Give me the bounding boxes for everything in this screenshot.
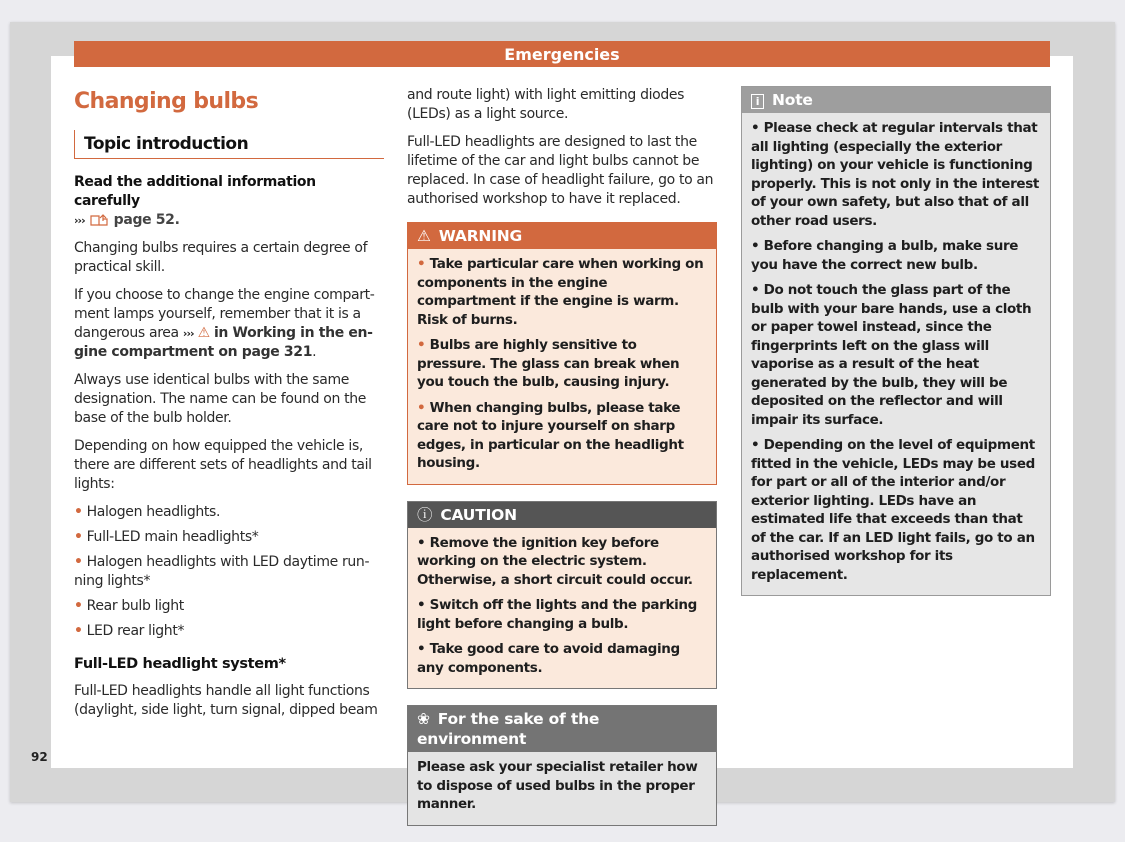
section-header-bar: Emergencies (74, 41, 1050, 67)
bullet-icon: • (751, 437, 764, 453)
bullet-icon: • (74, 598, 83, 614)
warning-item: • Take particular care when working on components in the engine compartment if the engine is warm. Risk of burns. (417, 256, 704, 328)
list-item: • Halogen headlights. (74, 504, 221, 520)
caution-header: ⓘ CAUTION (408, 502, 716, 528)
warning-body (408, 249, 716, 484)
engine-compartment-link[interactable]: in Working in the engine compartment on page 321 (74, 325, 373, 360)
note-header: i Note (742, 87, 1050, 113)
bullet-icon: • (417, 534, 430, 551)
warning-box (407, 222, 717, 485)
page-number: 92 (31, 750, 48, 764)
caution-body (408, 528, 716, 689)
bullet-icon: • (751, 238, 764, 254)
note-item: • Please check at regular intervals that all lighting (especially the exterior lighting) on your vehicle is functioning properly. This is not only in the interest of your own safety, but also that of all other road users. (751, 120, 1039, 229)
read-more-note (74, 173, 384, 230)
chevrons-icon: ››› (74, 214, 85, 227)
bullet-icon: • (417, 597, 430, 613)
bullet-icon: • (751, 120, 764, 136)
paragraph-headlight-sets: Depending on how equipped the vehicle is, there are different sets of headlights and tail lights: (74, 438, 372, 492)
warning-triangle-icon: ⚠ (197, 325, 210, 341)
topic-introduction-heading: Topic introduction (74, 130, 384, 159)
paragraph-led-continued: and route light) with light emitting diodes (LEDs) as a light source. (407, 87, 685, 122)
column-3 (741, 86, 1051, 612)
bullet-icon: • (74, 504, 83, 520)
bullet-icon: • (417, 641, 430, 657)
page-52-link[interactable]: page 52. (113, 212, 180, 228)
chevrons-icon: ››› (182, 327, 194, 340)
warning-item: • When changing bulbs, please take care not to injure yourself on sharp edges, in particular on the headlight housing. (417, 399, 684, 471)
book-icon (89, 212, 109, 226)
list-item: • Rear bulb light (74, 598, 184, 614)
read-more-text: Read the additional information carefully (74, 174, 316, 209)
column-2 (407, 86, 717, 842)
flower-icon: ❀ (417, 710, 430, 728)
caution-box (407, 501, 717, 690)
warning-header: ⚠ WARNING (408, 223, 716, 249)
paragraph-identical-bulbs: Always use identical bulbs with the same designation. The name can be found on the base of the bulb holder. (74, 372, 367, 426)
warning-triangle-icon: ⚠ (417, 227, 431, 245)
paragraph-full-led: Full-LED headlights handle all light functions (daylight, side light, turn signal, dipped beam (74, 683, 378, 718)
column-1 (74, 86, 384, 729)
bullet-icon: • (417, 337, 430, 353)
environment-box (407, 705, 717, 826)
note-box (741, 86, 1051, 596)
environment-text: Please ask your specialist retailer how to dispose of used bulbs in the proper manner. (417, 759, 698, 812)
full-led-heading: Full-LED headlight system* (74, 656, 286, 672)
bullet-icon: • (74, 529, 83, 545)
page-title: Changing bulbs (74, 89, 259, 114)
list-item: • Halogen headlights with LED daytime running lights* (74, 554, 370, 589)
caution-item: • Remove the ignition key before working on the electric system. Otherwise, a short circuit could occur. (417, 534, 693, 588)
info-icon: i (751, 94, 764, 109)
note-body (742, 113, 1050, 595)
environment-body (408, 752, 716, 825)
paragraph-skill: Changing bulbs requires a certain degree of practical skill. (74, 240, 368, 275)
paragraph-led-lifetime: Full-LED headlights are designed to last the lifetime of the car and light bulbs cannot be replaced. In case of headlight failure, go to an authorised workshop to have it replaced. (407, 134, 714, 207)
headlight-types-list (74, 503, 384, 641)
environment-header: ❀ For the sake of the environment (408, 706, 716, 752)
bullet-icon: • (417, 399, 430, 416)
caution-item: • Take good care to avoid damaging any components. (417, 641, 680, 676)
warning-item: • Bulbs are highly sensitive to pressure. The glass can break when you touch the bulb, causing injury. (417, 337, 680, 390)
bullet-icon: • (417, 256, 430, 272)
list-item: • Full-LED main headlights* (74, 529, 259, 545)
caution-circle-icon: ⓘ (417, 505, 433, 524)
caution-item: • Switch off the lights and the parking light before changing a bulb. (417, 597, 697, 632)
bullet-icon: • (74, 623, 83, 639)
paragraph-engine-compartment: If you choose to change the engine compartment lamps yourself, remember that it is a dangerous area ››› ⚠ in Working in the engine compartment on page 321. (74, 287, 375, 360)
note-item: • Depending on the level of equipment fitted in the vehicle, LEDs may be used for part or all of the interior and/or exterior lighting. LEDs have an estimated life that exceeds than that of the car. If an LED light fails, go to an authorised workshop for its replacement. (751, 437, 1035, 583)
bullet-icon: • (74, 554, 83, 570)
bullet-icon: • (751, 282, 764, 298)
note-item: • Do not touch the glass part of the bulb with your bare hands, use a cloth or paper towel instead, since the fingerprints left on the glass will vaporise as a result of the heat generated by the bulb, they will be deposited on the reflector and will impair its surface. (751, 282, 1032, 428)
list-item: • LED rear light* (74, 623, 185, 639)
note-item: • Before changing a bulb, make sure you have the correct new bulb. (751, 238, 1019, 273)
